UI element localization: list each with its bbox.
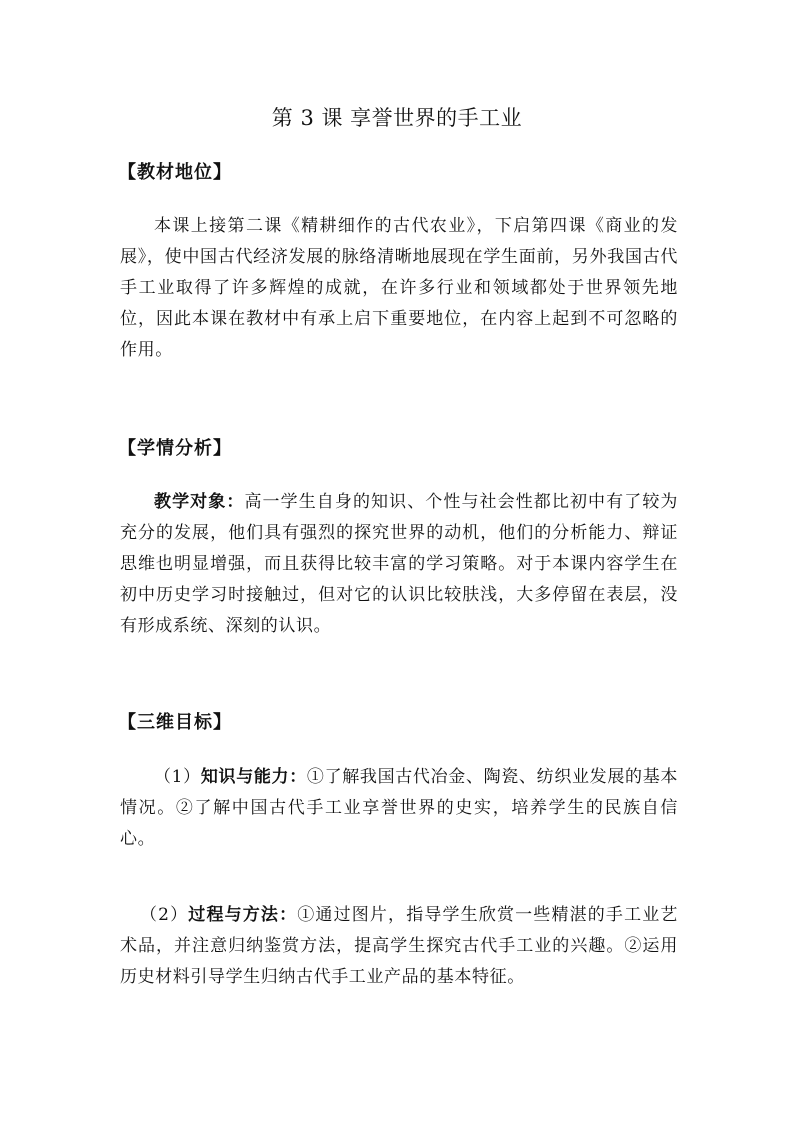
goal-text: ①了解我国古代冶金、陶瓷、纺织业发展的基本情况。②了解中国古代手工业享誉世界的史实，培养学生的民族自信心。 (120, 767, 678, 849)
section-heading-three-dimensional-goals: 【三维目标】 (118, 712, 232, 733)
paragraph-learner-analysis-text: 高一学生自身的知识、个性与社会性都比初中有了较为充分的发展，他们具有强烈的探究世界的动机，他们的分析能力、辩证思维也明显增强，而且获得比较丰富的学习策略。对于本课内容学生在初中历史学习时接触过，但对它的认识比较肤浅，大多停留在表层，没有形成系统、深刻的认识。 (120, 492, 679, 636)
paragraph-learner-analysis (120, 487, 678, 642)
goal-text: ①通过图片，指导学生欣赏一些精湛的手工业艺术品，并注意归纳鉴赏方法，提高学生探究古代手工业的兴趣。②运用历史材料引导学生归纳古代手工业产品的基本特征。 (120, 905, 678, 987)
goal-number: （1） (154, 767, 201, 787)
goal-item-knowledge-ability (120, 762, 678, 855)
page-title: 第 3 课 享誉世界的手工业 (271, 106, 523, 130)
goal-number: （2） (140, 905, 189, 925)
goal-item-process-method (120, 900, 678, 993)
goal-label: 知识与能力： (200, 767, 307, 787)
paragraph-textbook-position: 本课上接第二课《精耕细作的古代农业》，下启第四课《商业的发展》，使中国古代经济发展的脉络清晰地展现在学生面前，另外我国古代手工业取得了许多辉煌的成就，在许多行业和领域都处于世界领先地位，因此本课在教材中有承上启下重要地位，在内容上起到不可忽略的作用。 (120, 216, 678, 360)
section-heading-textbook-position: 【教材地位】 (118, 162, 232, 183)
paragraph-label-teaching-object: 教学对象： (154, 492, 245, 512)
goal-label: 过程与方法： (188, 905, 298, 925)
section-heading-learner-analysis: 【学情分析】 (118, 438, 232, 459)
